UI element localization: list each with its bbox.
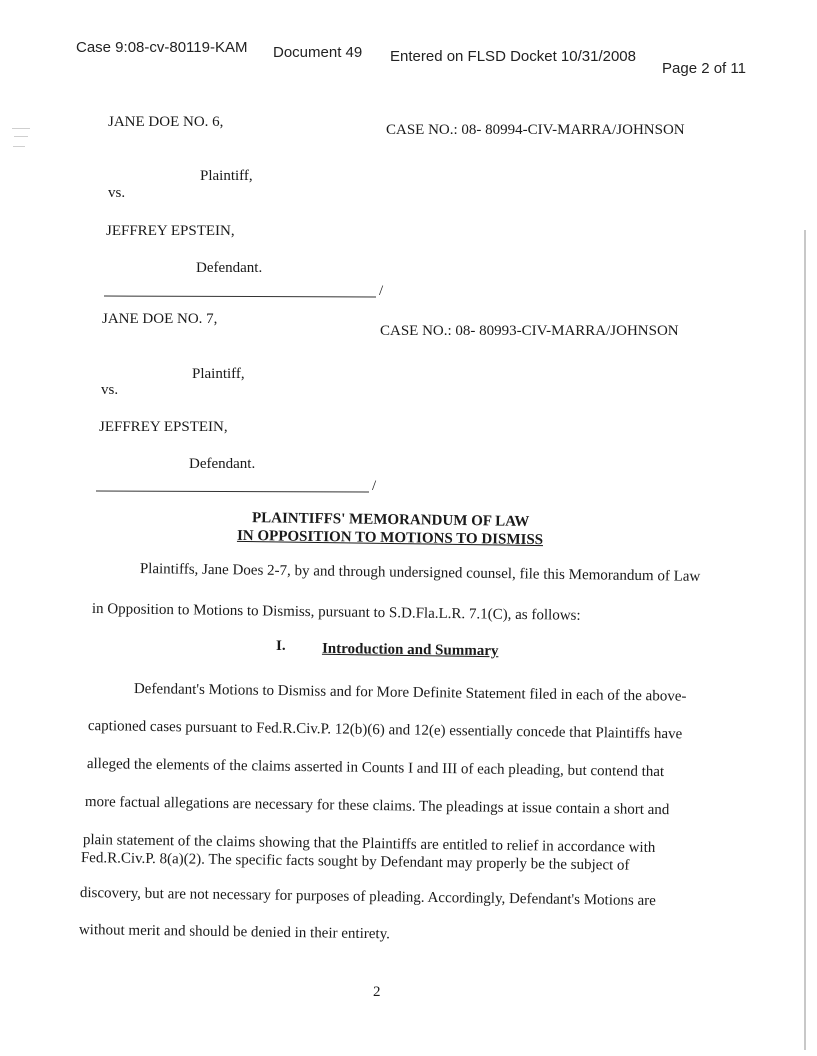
defendant-name: JEFFREY EPSTEIN, [99, 419, 228, 435]
section-heading: Introduction and Summary [321, 640, 499, 660]
body-line: captioned cases pursuant to Fed.R.Civ.P. 12(b)(6) and 12(e) essentially concede that Plaintiffs have [87, 718, 683, 743]
plaintiff-label: Plaintiff, [192, 366, 245, 382]
defendant-label: Defendant. [196, 260, 263, 276]
page-number: 2 [373, 984, 381, 1000]
caption-rule [104, 296, 376, 298]
header-case-number: Case 9:08-cv-80119-KAM [76, 39, 248, 56]
intro-line: in Opposition to Motions to Dismiss, pursuant to S.D.Fla.L.R. 7.1(C), as follows: [91, 601, 581, 624]
header-docket-entry: Entered on FLSD Docket 10/31/2008 [390, 48, 636, 65]
body-line: alleged the elements of the claims asserted in Counts I and III of each pleading, but contend that [86, 756, 665, 781]
body-line: without merit and should be denied in their entirety. [78, 922, 391, 943]
case-number: CASE NO.: 08- 80993-CIV-MARRA/JOHNSON [380, 323, 679, 339]
versus-label: vs. [108, 185, 126, 201]
body-line: more factual allegations are necessary for these claims. The pleadings at issue contain a short and [84, 794, 670, 819]
header-page-count: Page 2 of 11 [662, 60, 746, 77]
versus-label: vs. [101, 382, 119, 398]
caption-slash: / [372, 478, 377, 494]
section-number: I. [276, 638, 286, 654]
intro-line: Plaintiffs, Jane Does 2-7, by and through undersigned counsel, file this Memorandum of Law [139, 561, 701, 585]
defendant-name: JEFFREY EPSTEIN, [106, 223, 235, 239]
margin-mark [13, 146, 25, 147]
body-line: Fed.R.Civ.P. 8(a)(2). The specific facts sought by Defendant may properly be the subject of [80, 850, 630, 874]
caption-slash: / [379, 283, 384, 299]
caption-rule [96, 491, 369, 493]
body-line: discovery, but are not necessary for purposes of pleading. Accordingly, Defendant's Motions are [79, 885, 656, 910]
body-line: plain statement of the claims showing that the Plaintiffs are entitled to relief in accordance with [82, 832, 656, 856]
scan-edge [804, 230, 806, 1050]
body-line: Defendant's Motions to Dismiss and for More Definite Statement filed in each of the above- [133, 681, 687, 705]
defendant-label: Defendant. [189, 456, 256, 472]
plaintiff-label: Plaintiff, [200, 168, 253, 184]
memorandum-title-line-2: IN OPPOSITION TO MOTIONS TO DISMISS [236, 527, 544, 549]
case-number: CASE NO.: 08- 80994-CIV-MARRA/JOHNSON [386, 122, 685, 138]
plaintiff-name: JANE DOE NO. 6, [108, 114, 224, 130]
margin-mark [14, 136, 28, 137]
header-document-number: Document 49 [273, 44, 363, 61]
margin-mark [12, 128, 30, 129]
plaintiff-name: JANE DOE NO. 7, [102, 311, 218, 327]
memorandum-title-line-1: PLAINTIFFS' MEMORANDUM OF LAW [251, 510, 530, 530]
